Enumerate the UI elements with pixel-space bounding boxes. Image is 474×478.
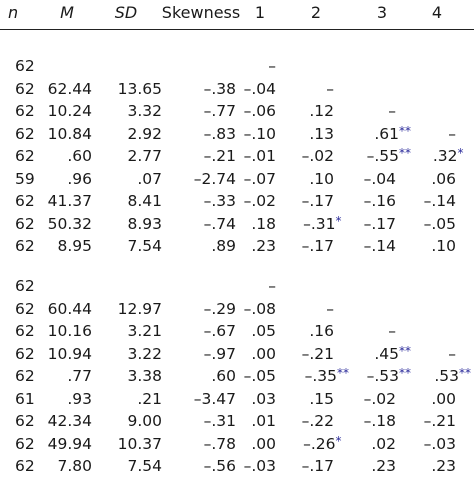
table-row xyxy=(0,409,474,433)
cell-value: 62 xyxy=(15,57,35,75)
table-cell-c4 xyxy=(376,387,456,411)
table-row xyxy=(0,454,474,478)
table-row xyxy=(0,189,474,213)
header-cell: SD xyxy=(114,3,138,22)
table-cell-sd xyxy=(82,342,162,366)
cell-value: .01 xyxy=(251,412,276,430)
cell-value: .60 xyxy=(211,367,236,385)
header-divider xyxy=(0,29,474,30)
cell-value: – xyxy=(268,57,276,75)
cell-value: 3.38 xyxy=(127,367,162,385)
table-row xyxy=(0,319,474,343)
table-cell-sd xyxy=(82,432,162,456)
table-row xyxy=(0,99,474,123)
cell-value: –.56 xyxy=(203,457,236,475)
table-cell-m xyxy=(12,342,92,366)
table-cell-m xyxy=(12,212,92,236)
cell-value: .60 xyxy=(67,147,92,165)
cell-value: – xyxy=(448,125,456,143)
significance-marker: * xyxy=(457,146,464,160)
significance-marker: * xyxy=(335,434,342,448)
cell-value: 49.94 xyxy=(47,435,92,453)
cell-value: .00 xyxy=(431,390,456,408)
cell-value: .23 xyxy=(371,457,396,475)
cell-value: 62 xyxy=(15,277,35,295)
table-cell-sd xyxy=(82,99,162,123)
cell-value: –2.74 xyxy=(193,170,236,188)
table-cell-m xyxy=(12,189,92,213)
table-cell-sd xyxy=(82,319,162,343)
cell-value: .00 xyxy=(251,345,276,363)
header-cell: 3 xyxy=(376,3,388,22)
cell-value: 62 xyxy=(15,435,35,453)
cell-value: 13.65 xyxy=(117,80,162,98)
cell-value: –.10 xyxy=(243,125,276,143)
header-cell: Skewness xyxy=(161,3,241,22)
table-cell-c4 xyxy=(376,432,456,456)
table-cell-sd xyxy=(82,167,162,191)
cell-value: 42.34 xyxy=(47,412,92,430)
table-cell-m xyxy=(12,297,92,321)
cell-value: –3.47 xyxy=(193,390,236,408)
cell-value: 62 xyxy=(15,322,35,340)
table-cell-c4 xyxy=(376,274,456,298)
cell-value: .13 xyxy=(309,125,334,143)
cell-value: .02 xyxy=(371,435,396,453)
cell-value: 62 xyxy=(15,237,35,255)
table-cell-c4 xyxy=(376,167,456,191)
cell-value: –.53 xyxy=(366,367,399,385)
table-cell-m xyxy=(12,54,92,78)
table-row xyxy=(0,432,474,456)
cell-value: 10.94 xyxy=(47,345,92,363)
significance-marker: ** xyxy=(399,366,411,380)
table-cell-sd xyxy=(82,122,162,146)
cell-value: 62 xyxy=(15,147,35,165)
cell-value: – xyxy=(326,300,334,318)
table-cell-c4 xyxy=(376,319,456,343)
cell-value: –.77 xyxy=(203,102,236,120)
table-cell-c4 xyxy=(376,454,456,478)
table-cell-sd xyxy=(82,274,162,298)
cell-value: –.22 xyxy=(301,412,334,430)
significance-marker: ** xyxy=(399,124,411,138)
cell-value: .06 xyxy=(431,170,456,188)
cell-value: –.07 xyxy=(243,170,276,188)
cell-value: 3.32 xyxy=(127,102,162,120)
cell-value: 61 xyxy=(15,390,35,408)
table-cell-c4 xyxy=(376,409,456,433)
table-cell-c4 xyxy=(376,234,456,258)
table-cell-sd xyxy=(82,297,162,321)
cell-value: –.04 xyxy=(363,170,396,188)
cell-value: –.17 xyxy=(363,215,396,233)
cell-value: 62 xyxy=(15,367,35,385)
header-cell: n xyxy=(8,3,19,22)
table-row xyxy=(0,122,474,146)
table-row xyxy=(0,77,474,101)
cell-value: 62 xyxy=(15,300,35,318)
table-cell-m xyxy=(12,409,92,433)
cell-value: –.83 xyxy=(203,125,236,143)
cell-value: 62 xyxy=(15,412,35,430)
cell-value: 3.21 xyxy=(127,322,162,340)
table-cell-m xyxy=(12,364,92,388)
table-cell-sd xyxy=(82,144,162,168)
cell-value: 50.32 xyxy=(47,215,92,233)
table-cell-c4 xyxy=(375,364,471,388)
table-row xyxy=(0,212,474,236)
cell-value: – xyxy=(268,277,276,295)
table-row xyxy=(0,342,474,366)
cell-value: .12 xyxy=(309,102,334,120)
cell-value: .16 xyxy=(309,322,334,340)
table-cell-sd xyxy=(82,212,162,236)
significance-marker: ** xyxy=(399,146,411,160)
table-cell-c4 xyxy=(376,189,456,213)
cell-value: –.03 xyxy=(423,435,456,453)
table-cell-c4 xyxy=(376,99,456,123)
table-cell-m xyxy=(12,319,92,343)
cell-value: –.02 xyxy=(363,390,396,408)
table-cell-m xyxy=(12,122,92,146)
cell-value: .53 xyxy=(434,367,459,385)
table-cell-sd xyxy=(82,387,162,411)
table-row xyxy=(0,274,474,298)
cell-value: .10 xyxy=(431,237,456,255)
cell-value: 8.41 xyxy=(127,192,162,210)
table-row xyxy=(0,167,474,191)
significance-marker: ** xyxy=(337,366,349,380)
header-cell: 2 xyxy=(310,3,322,22)
cell-value: –.21 xyxy=(301,345,334,363)
cell-value: –.02 xyxy=(243,192,276,210)
cell-value: .21 xyxy=(137,390,162,408)
cell-value: –.14 xyxy=(423,192,456,210)
cell-value: –.17 xyxy=(301,457,334,475)
cell-value: –.05 xyxy=(423,215,456,233)
table-cell-c4 xyxy=(376,297,456,321)
cell-value: .10 xyxy=(309,170,334,188)
cell-value: .32 xyxy=(432,147,458,165)
cell-value: 8.95 xyxy=(57,237,92,255)
table-cell-sd xyxy=(82,189,162,213)
cell-value: .07 xyxy=(137,170,162,188)
cell-value: –.03 xyxy=(243,457,276,475)
table-cell-m xyxy=(12,274,92,298)
cell-value: 10.24 xyxy=(47,102,92,120)
cell-value: .05 xyxy=(251,322,276,340)
cell-value: –.55 xyxy=(366,147,399,165)
cell-value: –.05 xyxy=(243,367,276,385)
cell-value: .03 xyxy=(251,390,276,408)
cell-value: 9.00 xyxy=(127,412,162,430)
cell-value: –.21 xyxy=(423,412,456,430)
table-cell-m xyxy=(12,454,92,478)
cell-value: 59 xyxy=(15,170,35,188)
cell-value: –.16 xyxy=(363,192,396,210)
cell-value: 8.93 xyxy=(127,215,162,233)
cell-value: –.21 xyxy=(203,147,236,165)
cell-value: – xyxy=(326,80,334,98)
table-cell-m xyxy=(12,144,92,168)
significance-marker: ** xyxy=(459,366,471,380)
cell-value: .18 xyxy=(251,215,276,233)
header-cell: 1 xyxy=(254,3,266,22)
cell-value: .45 xyxy=(374,345,399,363)
cell-value: –.02 xyxy=(301,147,334,165)
cell-value: .93 xyxy=(67,390,92,408)
table-cell-sd xyxy=(82,364,162,388)
table-cell-m xyxy=(12,99,92,123)
cell-value: –.35 xyxy=(304,367,337,385)
cell-value: –.31 xyxy=(203,412,236,430)
table-cell-c4 xyxy=(376,77,456,101)
cell-value: 62 xyxy=(15,457,35,475)
cell-value: –.31 xyxy=(303,215,336,233)
cell-value: .00 xyxy=(251,435,276,453)
header-cell: M xyxy=(60,3,74,22)
cell-value: –.97 xyxy=(203,345,236,363)
cell-value: 12.97 xyxy=(117,300,162,318)
header-row xyxy=(0,1,474,25)
cell-value: 60.44 xyxy=(47,300,92,318)
cell-value: .61 xyxy=(374,125,399,143)
table-cell-m xyxy=(12,234,92,258)
cell-value: –.38 xyxy=(203,80,236,98)
cell-value: –.04 xyxy=(243,80,276,98)
table-row xyxy=(0,297,474,321)
cell-value: –.18 xyxy=(363,412,396,430)
cell-value: –.06 xyxy=(243,102,276,120)
table-cell-sd xyxy=(82,234,162,258)
cell-value: –.74 xyxy=(203,215,236,233)
cell-value: –.33 xyxy=(203,192,236,210)
cell-value: – xyxy=(388,322,396,340)
cell-value: .15 xyxy=(309,390,334,408)
cell-value: 10.37 xyxy=(117,435,162,453)
cell-value: –.14 xyxy=(363,237,396,255)
table-cell-sd xyxy=(82,409,162,433)
cell-value: –.26 xyxy=(303,435,336,453)
cell-value: 62 xyxy=(15,192,35,210)
cell-value: 7.54 xyxy=(127,457,162,475)
table-cell-sd xyxy=(82,454,162,478)
cell-value: –.01 xyxy=(243,147,276,165)
cell-value: – xyxy=(388,102,396,120)
cell-value: .23 xyxy=(251,237,276,255)
cell-value: –.17 xyxy=(301,192,334,210)
cell-value: .77 xyxy=(67,367,92,385)
significance-marker: * xyxy=(335,214,342,228)
cell-value: 62 xyxy=(15,102,35,120)
cell-value: –.78 xyxy=(203,435,236,453)
cell-value: .23 xyxy=(431,457,456,475)
cell-value: 41.37 xyxy=(47,192,92,210)
table-cell-sd xyxy=(82,54,162,78)
cell-value: 62.44 xyxy=(47,80,92,98)
cell-value: 2.92 xyxy=(127,125,162,143)
significance-marker: ** xyxy=(399,344,411,358)
cell-value: 62 xyxy=(15,215,35,233)
header-cell: 4 xyxy=(431,3,443,22)
cell-value: 10.16 xyxy=(47,322,92,340)
cell-value: –.29 xyxy=(203,300,236,318)
table-cell-m xyxy=(12,387,92,411)
table-row xyxy=(0,387,474,411)
table-row xyxy=(0,234,474,258)
table-cell-c4 xyxy=(376,54,456,78)
cell-value: .89 xyxy=(211,237,236,255)
cell-value: 7.80 xyxy=(57,457,92,475)
table-cell-sd xyxy=(82,77,162,101)
table-cell-c4 xyxy=(376,212,456,236)
table-cell-m xyxy=(12,167,92,191)
cell-value: –.17 xyxy=(301,237,334,255)
cell-value: 62 xyxy=(15,80,35,98)
cell-value: – xyxy=(448,345,456,363)
cell-value: 62 xyxy=(15,125,35,143)
table-cell-c4 xyxy=(376,122,456,146)
cell-value: –.08 xyxy=(243,300,276,318)
table-cell-c4 xyxy=(368,144,464,168)
table-cell-m xyxy=(12,432,92,456)
table-row xyxy=(0,364,474,388)
table-cell-m xyxy=(12,77,92,101)
cell-value: 3.22 xyxy=(127,345,162,363)
cell-value: 2.77 xyxy=(127,147,162,165)
cell-value: –.67 xyxy=(203,322,236,340)
cell-value: 10.84 xyxy=(47,125,92,143)
table-cell-c4 xyxy=(376,342,456,366)
cell-value: 7.54 xyxy=(127,237,162,255)
table-row xyxy=(0,144,474,168)
cell-value: 62 xyxy=(15,345,35,363)
table-row xyxy=(0,54,474,78)
cell-value: .96 xyxy=(67,170,92,188)
